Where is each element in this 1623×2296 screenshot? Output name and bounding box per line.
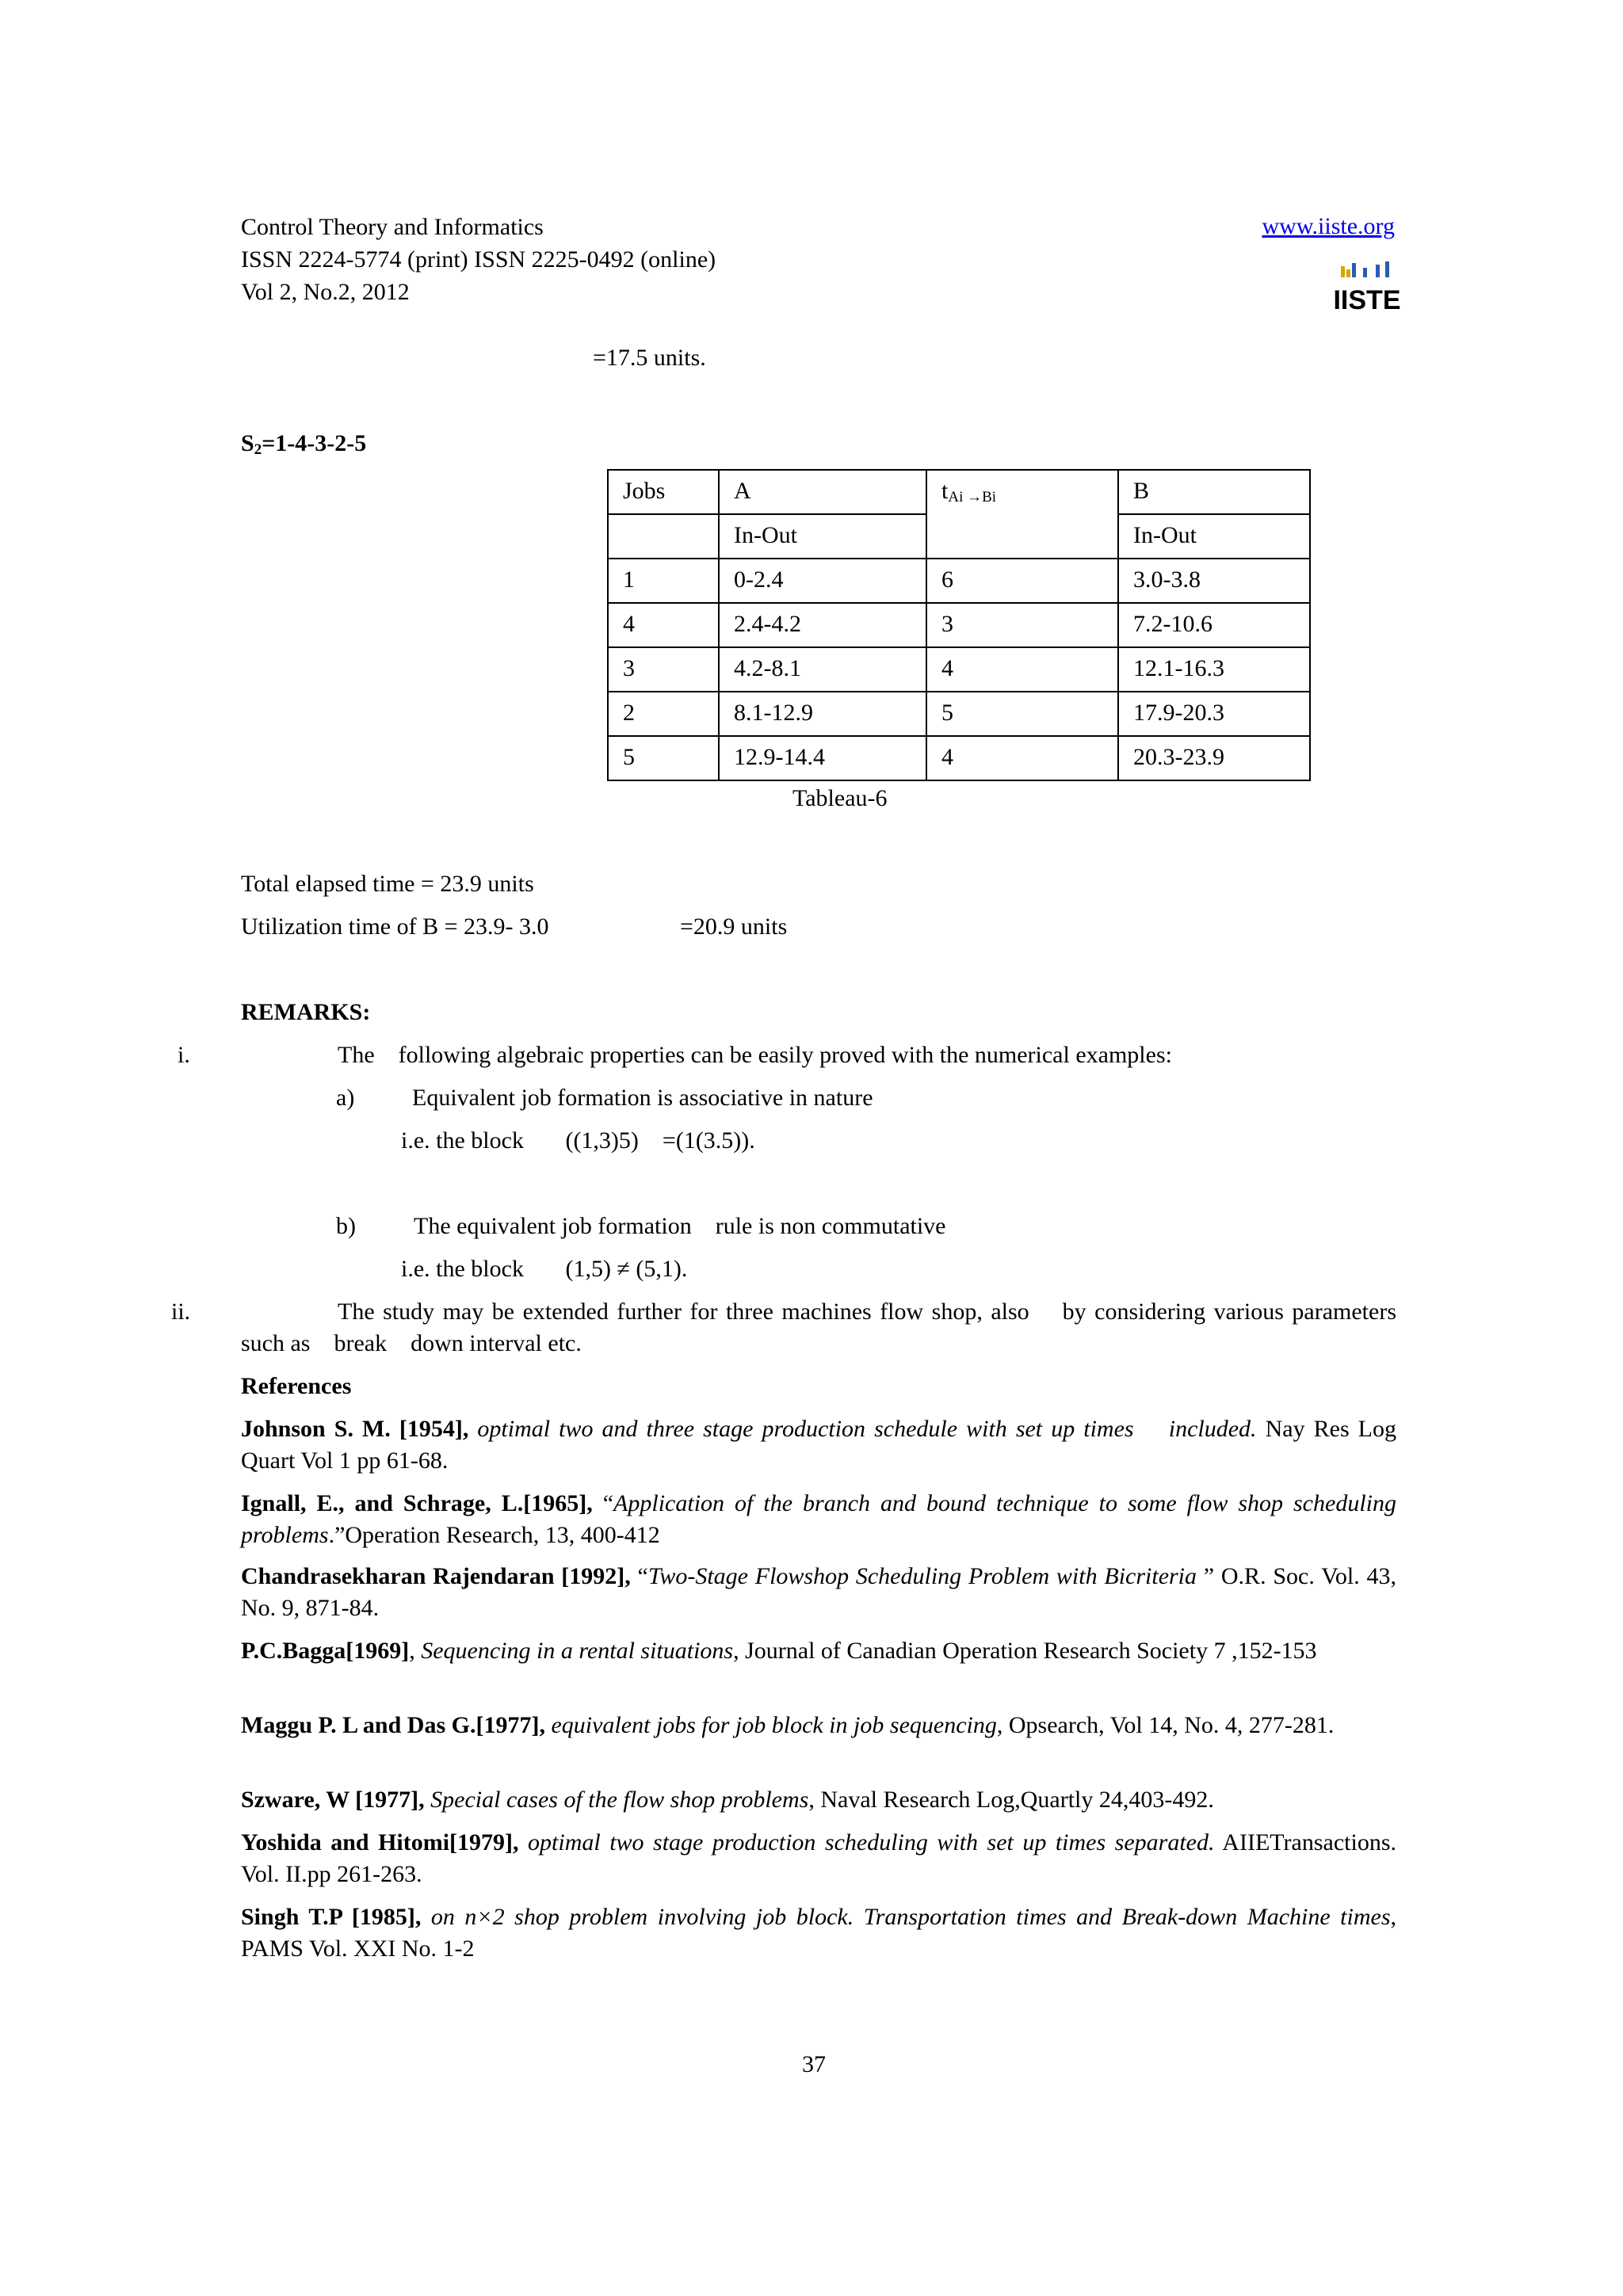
remark-a-label: a) — [336, 1085, 355, 1111]
sequence-label: $S_2=1-4-3-2-5$ — [241, 430, 367, 458]
utilization-time-label: Utilization time of B = 23.9- 3.0 — [241, 913, 549, 940]
reference-7: Yoshida and Hitomi[1979], optimal two stage production scheduling with set up times separated. AIIETransactions. Vol. II.pp 261-263. — [241, 1829, 1397, 1887]
table-caption: Tableau-6 — [792, 785, 888, 811]
remark-a-block: i.e. the block ((1,3)5) =(1(3.5)). — [401, 1127, 755, 1154]
reference-1: Johnson S. M. [1954], optimal two and three stage production schedule with set up times included. Nay Res Log Quart Vol 1 pp 61-68. — [241, 1416, 1403, 1474]
site-link[interactable]: www.iiste.org — [1262, 213, 1395, 239]
table-row: 5 12.9-14.4 4 20.3-23.9 — [608, 736, 1310, 780]
remark-ii-text: The study may be extended further for three machines flow shop, also by considering various parameters such as break down interval etc. — [241, 1299, 1403, 1356]
table-row: 2 8.1-12.9 5 17.9-20.3 — [608, 692, 1310, 736]
table-row: 3 4.2-8.1 4 12.1-16.3 — [608, 647, 1310, 692]
logo-text: IISTE — [1333, 285, 1401, 315]
reference-5: Maggu P. L and Das G.[1977], equivalent jobs for job block in job sequencing, Opsearch, Vol 14, No. 4, 277-281. — [241, 1712, 1335, 1738]
page-number: 37 — [802, 2051, 826, 2077]
header-b: B — [1118, 470, 1310, 514]
header-transport-time: $t_{Ai \to Bi}$ — [926, 470, 1118, 559]
header-a: A — [719, 470, 926, 514]
reference-4: P.C.Bagga[1969], Sequencing in a rental situations, Journal of Canadian Operation Research Society 7 ,152-153 — [241, 1638, 1317, 1664]
remark-a-text: Equivalent job formation is associative in nature — [412, 1085, 873, 1111]
reference-6: Szware, W [1977], Special cases of the flow shop problems, Naval Research Log,Quartly 24,403-492. — [241, 1787, 1214, 1813]
references-title: References — [241, 1373, 352, 1399]
remarks-title: REMARKS: — [241, 999, 371, 1025]
header-jobs: Jobs — [608, 470, 719, 514]
remark-b-block: i.e. the block (1,5) ≠ (5,1). — [401, 1256, 688, 1282]
total-elapsed-time: Total elapsed time = 23.9 units — [241, 871, 534, 897]
remark-ii-label: ii. — [171, 1299, 191, 1325]
utilization-time-value: =20.9 units — [680, 913, 788, 940]
journal-title: Control Theory and Informatics — [241, 214, 544, 240]
top-result: =17.5 units. — [593, 345, 706, 371]
header-a-inout: In-Out — [719, 514, 926, 559]
journal-volume: Vol 2, No.2, 2012 — [241, 279, 410, 305]
iiste-logo — [1333, 261, 1401, 315]
table-row: 4 2.4-4.2 3 7.2-10.6 — [608, 603, 1310, 647]
reference-2: Ignall, E., and Schrage, L.[1965], “Application of the branch and bound technique to some flow shop scheduling problems.”Operation Research, 13, 400-412 — [241, 1490, 1396, 1548]
journal-header — [241, 211, 716, 308]
journal-issn: ISSN 2224-5774 (print) ISSN 2225-0492 (online) — [241, 246, 716, 273]
table-header-row — [608, 470, 1310, 514]
tableau-6 — [607, 469, 1311, 781]
table-row: 1 0-2.4 6 3.0-3.8 — [608, 559, 1310, 603]
reference-3: Chandrasekharan Rajendaran [1992], “Two-Stage Flowshop Scheduling Problem with Bicriteria ” O.R. Soc. Vol. 43, No. 9, 871-84. — [241, 1563, 1396, 1621]
header-b-inout: In-Out — [1118, 514, 1310, 559]
remark-b-text: The equivalent job formation rule is non commutative — [414, 1213, 946, 1239]
reference-8: Singh T.P [1985], on n×2 shop problem involving job block. Transportation times and Break-down Machine times, PAMS Vol. XXI No. 1-2 — [241, 1904, 1397, 1962]
remark-i-text: The following algebraic properties can be easily proved with the numerical examples: — [338, 1042, 1172, 1068]
remark-b-label: b) — [336, 1213, 356, 1239]
remark-i-label: i. — [178, 1042, 190, 1068]
